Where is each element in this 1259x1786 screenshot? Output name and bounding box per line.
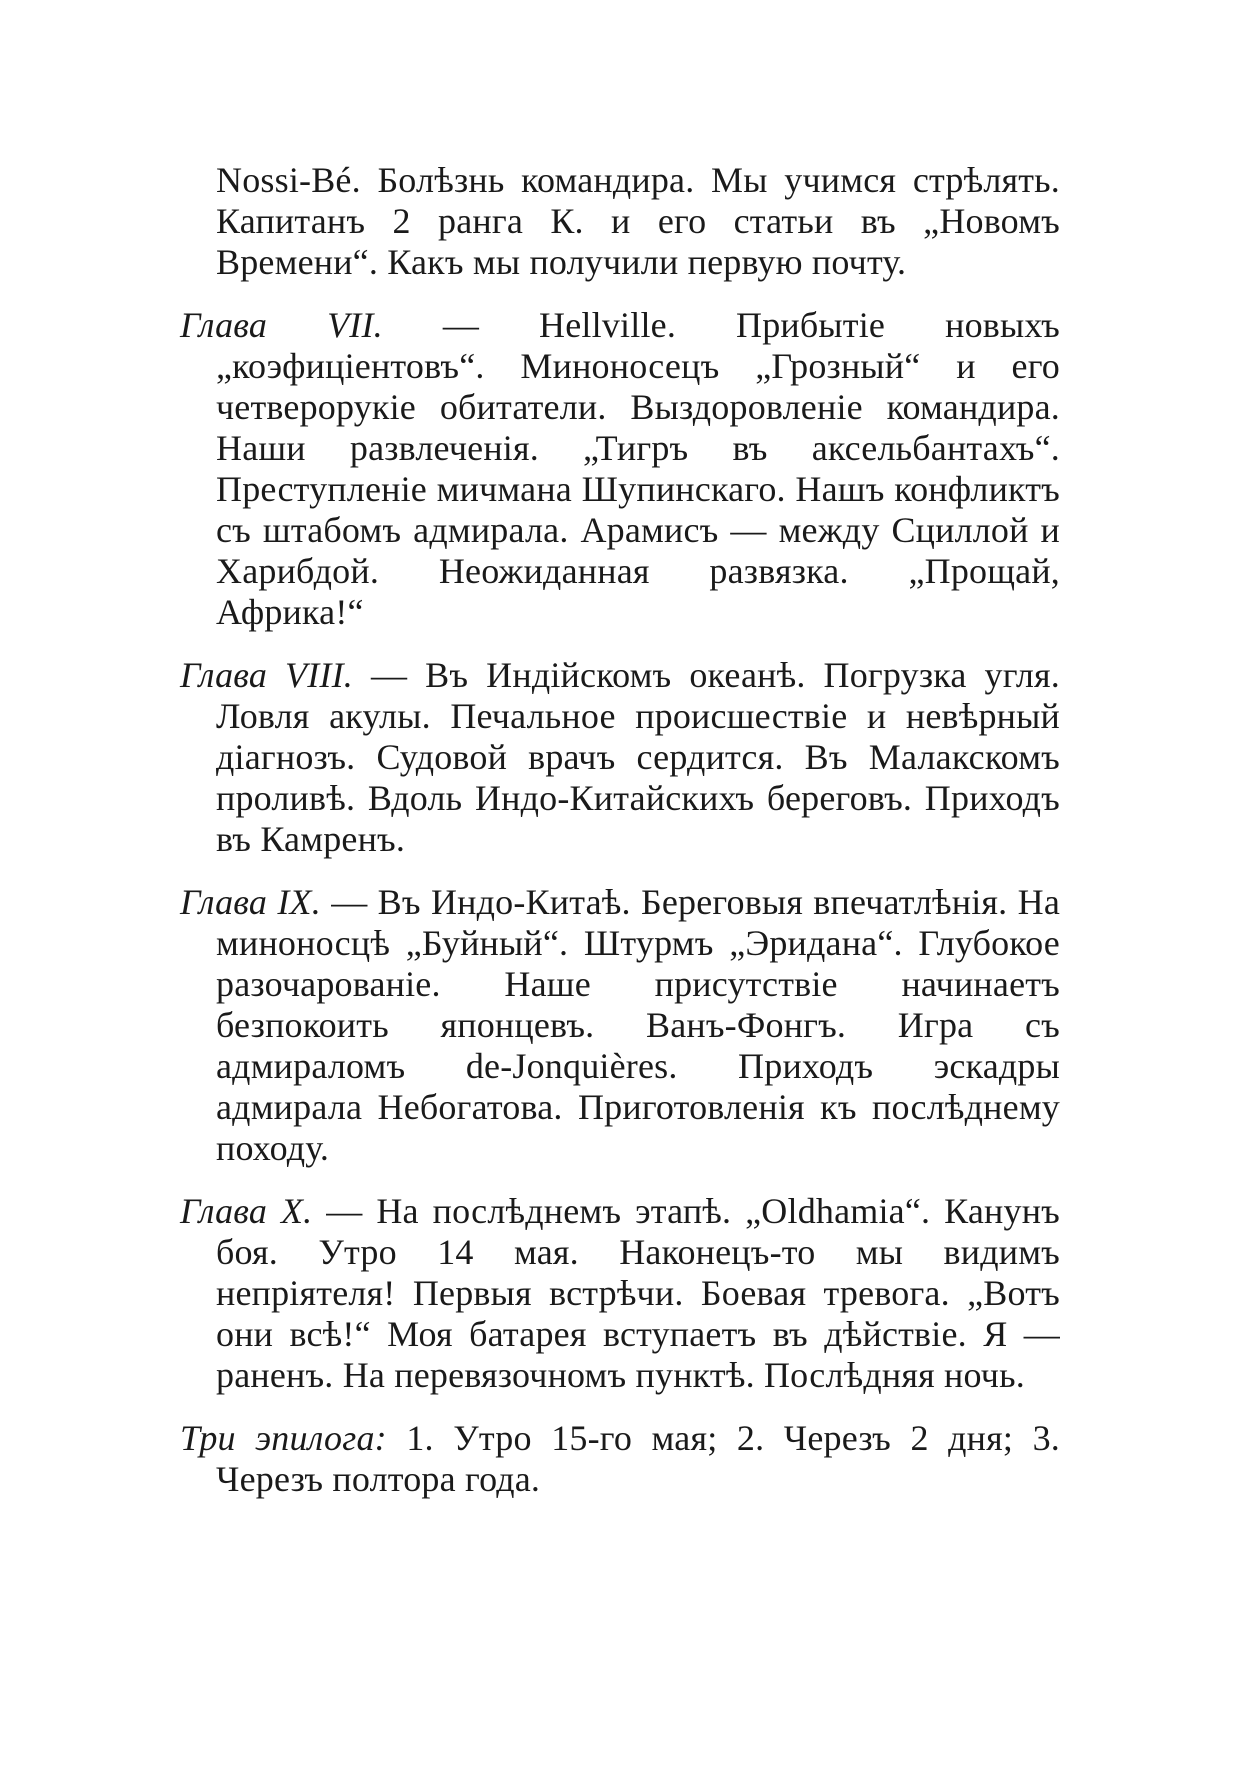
entry-text: — На послѣднемъ этапѣ. „Oldhamia“. Канунъ боя. Утро 14 мая. Наконецъ-то мы видимъ непріятеля! Первыя встрѣчи. Боевая тревога. „Вотъ они всѣ!“ Моя батарея вступаетъ въ дѣйствіе. Я — раненъ. На перевязочномъ пунктѣ. Послѣдняя ночь. xyxy=(216,1191,1060,1395)
entry-chapter-7 xyxy=(180,305,1060,633)
entry-text: Nossi-Bé. Болѣзнь командира. Мы учимся стрѣлять. Капитанъ 2 ранга К. и его статьи въ „Новомъ Времени“. Какъ мы получили первую почту. xyxy=(216,160,1060,282)
entry-chapter-8 xyxy=(180,655,1060,860)
table-of-contents-page xyxy=(180,160,1060,1522)
entry-chapter-9 xyxy=(180,882,1060,1169)
entry-continuation xyxy=(180,160,1060,283)
entry-text: — Въ Индійскомъ океанѣ. Погрузка угля. Ловля акулы. Печальное происшествіе и невѣрный діагнозъ. Судовой врачъ сердится. Въ Малакскомъ проливѣ. Вдоль Индо-Китайскихъ береговъ. Приходъ въ Камренъ. xyxy=(216,655,1060,859)
chapter-label: Глава VII. xyxy=(180,305,383,345)
entry-text: 1. Утро 15-го мая; 2. Черезъ 2 дня; 3. Черезъ полтора года. xyxy=(216,1418,1060,1499)
chapter-label: Глава VIII. xyxy=(180,655,354,695)
chapter-label: Глава X. xyxy=(180,1191,313,1231)
entry-text: — Въ Индо-Китаѣ. Береговыя впечатлѣнія. На миноносцѣ „Буйный“. Штурмъ „Эридана“. Глубокое разочарованіе. Наше присутствіе начинаетъ безпокоить японцевъ. Ванъ-Фонгъ. Игра съ адмираломъ de-Jonquières. Приходъ эскадры адмирала Небогатова. Приготовленія къ послѣднему походу. xyxy=(216,882,1061,1168)
chapter-label: Глава IX. xyxy=(180,882,321,922)
entry-chapter-10 xyxy=(180,1191,1060,1396)
epilogues-label: Три эпилога: xyxy=(180,1418,387,1458)
entry-epilogues xyxy=(180,1418,1060,1500)
entry-text: — Hellville. Прибытіе новыхъ „коэфиціентовъ“. Миноносецъ „Грозный“ и его четверорукіе обитатели. Выздоровленіе командира. Наши развлеченія. „Тигръ въ аксельбантахъ“. Преступленіе мичмана Шупинскаго. Нашъ конфликтъ съ штабомъ адмирала. Арамисъ — между Сциллой и Харибдой. Неожиданная развязка. „Прощай, Африка!“ xyxy=(216,305,1060,632)
